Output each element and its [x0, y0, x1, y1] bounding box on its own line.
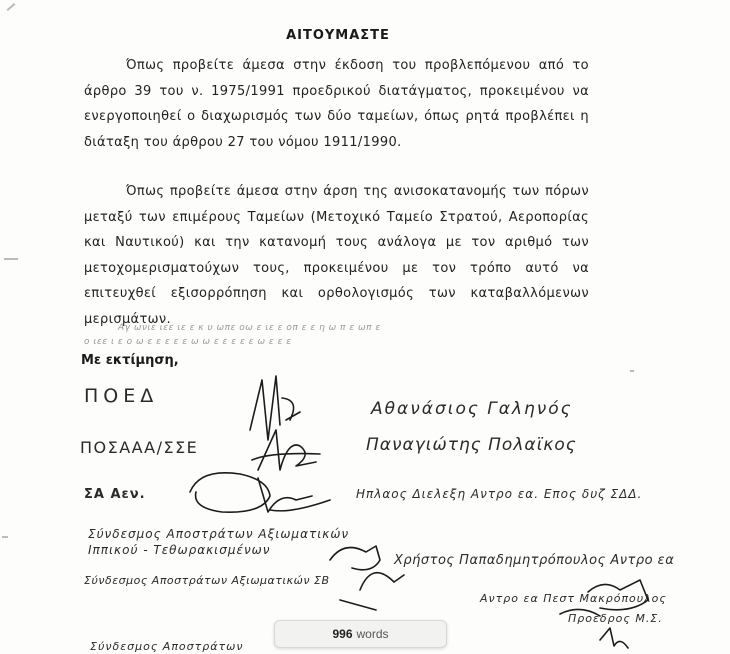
- scan-mark: [630, 370, 634, 372]
- signature-6: [600, 628, 628, 648]
- paragraph-1-text: Όπως προβείτε άμεσα στην έκδοση του προβλεπόμενου από το άρθρο 39 του ν. 1975/1991 προεδρικού διατάγματος, προκειμένου να ενεργοποιηθεί ο διαχωρισμός των δύο ταμείων, όπως ρητά προβλέπει η διάταξη του άρθρου 27 του νόμου 1911/1990.: [84, 58, 589, 150]
- paragraph-2-text: Όπως προβείτε άμεσα στην άρση της ανισοκατανομής των πόρων μεταξύ των επιμέρους Ταμείων (Μετοχικό Ταμείο Στρατού, Αεροπορίας και Ναυτικού) και την κατανομή τους ανάλογα με τον αριθμό των μετοχομερισματούχων τους, προκειμένου με τον τρόπο αυτό να επιτευχθεί εξισορρόπηση και ορθολογισμός των καταβαλλόμενων μερισμάτων.: [84, 184, 589, 327]
- signatory-name-4: Χρήστος Παπαδημητρόπουλος Αντρο εα: [394, 553, 675, 568]
- word-count-label: words: [356, 627, 389, 641]
- signature-5: [560, 580, 648, 616]
- scan-mark: [4, 258, 18, 260]
- signature-4: [330, 546, 404, 610]
- signatory-org-4: Σύνδεσμος Αποστράτων Αξιωματικών Ιππικού - Τεθωρακισμένων: [88, 527, 350, 557]
- bleed-through-line-2: ο ιεε ι ε ο ω ε ε ε ε ε ω ω ε ε ε ε ε ω ε ε ε: [84, 337, 292, 347]
- signature-3: [190, 473, 330, 512]
- document-title: ΑΙΤΟΥΜΑΣΤΕ: [286, 28, 390, 43]
- signatory-org-6: Σύνδεσμος Αποστράτων: [90, 640, 244, 653]
- bleed-through-line-1: Αγ ωνιε ιεε ιε ε κ υ ωπε οω ε ιε ε οπ ε ε η ω π ε ωπ ε: [118, 323, 381, 333]
- signatory-name-6: Προεδρος Μ.Σ.: [568, 612, 663, 625]
- signatory-name-3: Ηπλαος Διελεξη Αντρο εα. Επος δυζ ΣΔΔ.: [356, 487, 643, 501]
- signatory-name-2: Παναγιώτης Πολαϊκος: [366, 435, 577, 455]
- word-count-value: 996: [332, 627, 353, 641]
- signatory-org-5: Σύνδεσμος Αποστράτων Αξιωματικών ΣΒ: [84, 574, 330, 587]
- scan-mark: [2, 536, 8, 538]
- signature-2: [252, 430, 320, 470]
- signatory-org-3: ΣΑ Αεν.: [84, 487, 146, 502]
- signatory-name-5: Αντρο εα Πεστ Μακρόπουλος: [480, 592, 667, 605]
- signatory-name-1: Αθανάσιος Γαληνός: [371, 399, 573, 419]
- signatory-org-2: ΠΟΣΑΑΑ/ΣΣΕ: [80, 438, 199, 457]
- closing-salutation: Με εκτίμηση,: [81, 353, 179, 368]
- word-count-badge: [274, 620, 447, 648]
- signatory-org-1: ΠΟΕΔ: [84, 385, 159, 407]
